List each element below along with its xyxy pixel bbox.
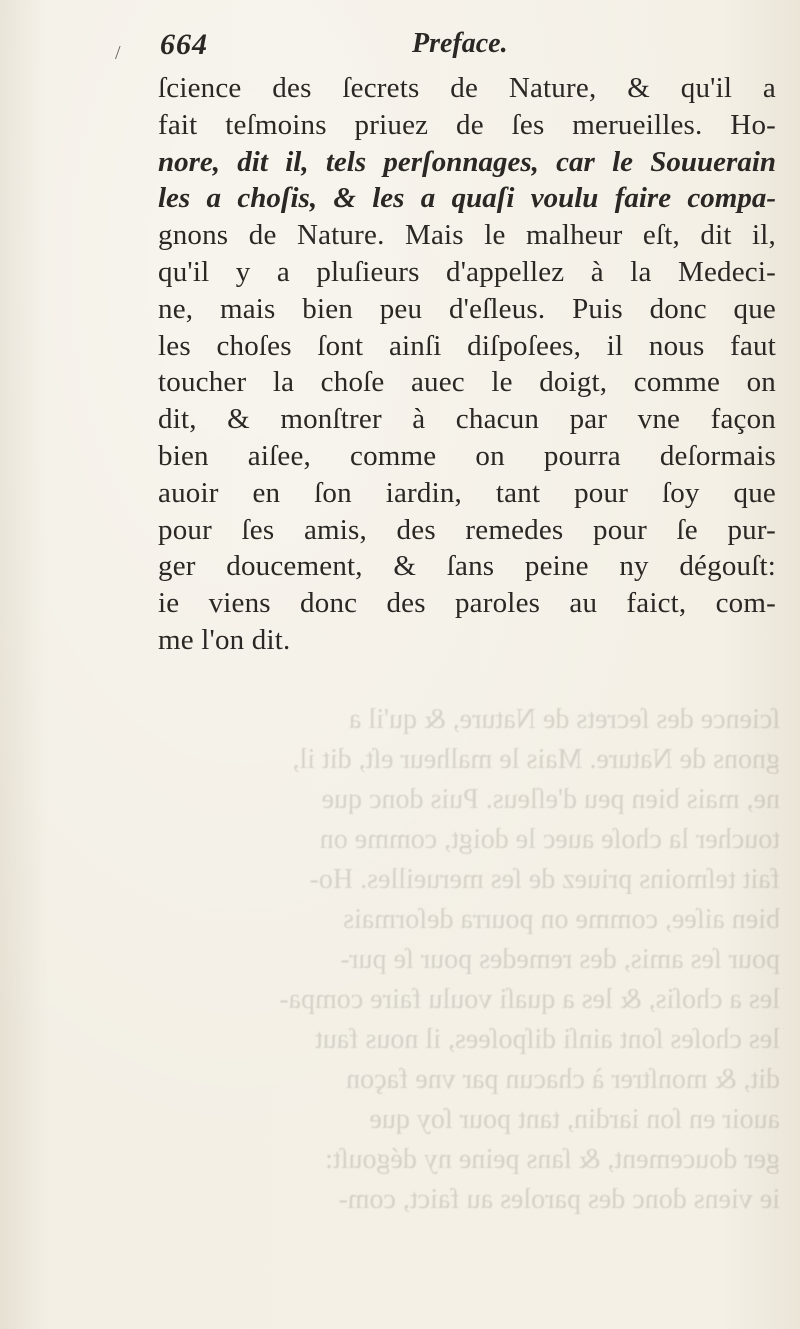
- text-line: bien aiſee, comme on pourra deſormais: [158, 439, 776, 472]
- bleed-through-text: [160, 700, 780, 1320]
- bleed-line: les a choſis, & les a quaſi voulu faire compa-: [279, 984, 780, 1015]
- bleed-line: les choſes ſont ainſi diſpoſees, il nous faut: [314, 1024, 780, 1055]
- text-line: toucher la choſe auec le doigt, comme on: [158, 366, 776, 399]
- running-title: Preface.: [412, 28, 508, 59]
- bleed-line: ie viens donc des paroles au faict, com-: [338, 1184, 780, 1215]
- bleed-line: pour ſes amis, des remedes pour ſe pur-: [340, 944, 780, 975]
- body-text: [158, 70, 776, 659]
- text-line: les choſes ſont ainſi diſpoſees, il nous faut: [158, 329, 776, 362]
- text-line: ſcience des ſecrets de Nature, & qu'il a: [158, 72, 776, 104]
- text-line: auoir en ſon iardin, tant pour ſoy que: [158, 476, 776, 509]
- margin-mark: /: [115, 42, 121, 64]
- text-line: nore, dit il, tels perſonnages, car le Souuerain: [158, 145, 776, 178]
- text-line: me l'on dit.: [158, 623, 291, 656]
- bleed-line: ne, mais bien peu d'eſleus. Puis donc que: [321, 784, 780, 815]
- page-number: 664: [160, 28, 208, 61]
- page-header: [160, 20, 780, 70]
- bleed-line: ger doucement, & ſans peine ny dégouſt:: [325, 1144, 780, 1175]
- text-line: qu'il y a pluſieurs d'appellez à la Medeci-: [158, 255, 776, 288]
- bleed-line: fait teſmoins priuez de ſes merueilles. Ho-: [309, 864, 780, 895]
- text-line: ne, mais bien peu d'eſleus. Puis donc que: [158, 292, 776, 325]
- bleed-line: gnons de Nature. Mais le malheur eſt, dit il,: [292, 744, 780, 775]
- text-line: dit, & monſtrer à chacun par vne façon: [158, 403, 776, 436]
- text-line: gnons de Nature. Mais le malheur eſt, dit il,: [158, 219, 776, 252]
- bleed-line: ſcience des ſecrets de Nature, & qu'il a: [348, 704, 780, 735]
- text-line: fait teſmoins priuez de ſes merueilles. Ho-: [158, 108, 776, 141]
- text-line: ie viens donc des paroles au faict, com-: [158, 587, 776, 620]
- text-line: les a choſis, & les a quaſi voulu faire compa-: [158, 182, 776, 215]
- bleed-line: toucher la choſe auec le doigt, comme on: [319, 824, 780, 855]
- bleed-line: bien aiſee, comme on pourra deſormais: [343, 904, 780, 935]
- bleed-line: auoir en ſon iardin, tant pour ſoy que: [369, 1104, 780, 1135]
- bleed-line: dit, & monſtrer à chacun par vne façon: [346, 1064, 780, 1095]
- text-line: pour ſes amis, des remedes pour ſe pur-: [158, 513, 776, 546]
- text-line: ger doucement, & ſans peine ny dégouſt:: [158, 550, 776, 583]
